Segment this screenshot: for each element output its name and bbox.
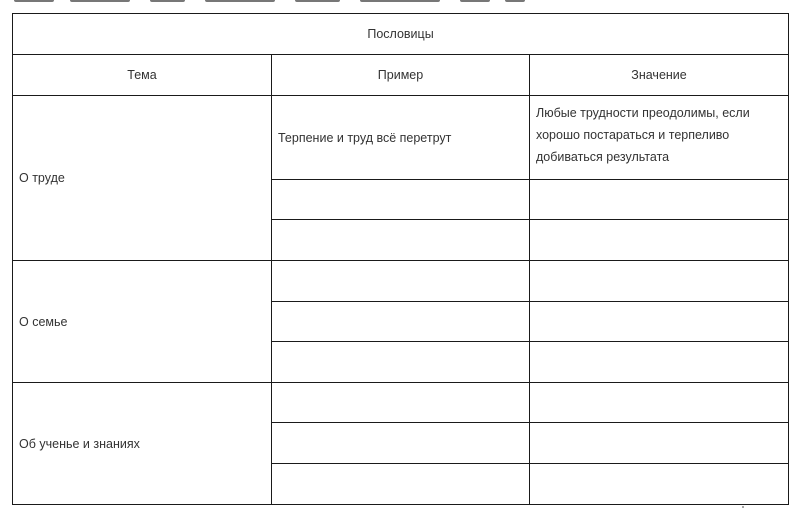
example-cell [272,464,530,505]
meaning-cell [530,220,789,261]
meaning-cell [530,302,789,342]
example-cell [272,180,530,220]
table-row [13,96,789,180]
meaning-cell: Любые трудности преодолимы, если хорошо постараться и терпеливо добиваться результата [530,96,789,180]
header-meaning: Значение [530,55,789,96]
table-row [13,383,789,423]
example-cell [272,383,530,423]
header-example: Пример [272,55,530,96]
meaning-cell [530,464,789,505]
example-cell: Терпение и труд всё перетрут [272,96,530,180]
stray-mark [742,506,744,508]
meaning-cell [530,383,789,423]
meaning-cell [530,261,789,302]
example-cell [272,423,530,464]
proverbs-table [12,13,789,505]
example-cell [272,302,530,342]
table-caption-row [13,14,789,55]
table-row [13,261,789,302]
table-header-row [13,55,789,96]
meaning-cell [530,342,789,383]
theme-cell-learning: Об ученье и знаниях [13,383,272,505]
meaning-cell [530,423,789,464]
meaning-cell [530,180,789,220]
theme-cell-family: О семье [13,261,272,383]
header-theme: Тема [13,55,272,96]
example-cell [272,342,530,383]
table-caption: Пословицы [13,14,789,55]
theme-cell-labor: О труде [13,96,272,261]
example-cell [272,220,530,261]
cropped-text-edge [0,0,799,6]
example-cell [272,261,530,302]
